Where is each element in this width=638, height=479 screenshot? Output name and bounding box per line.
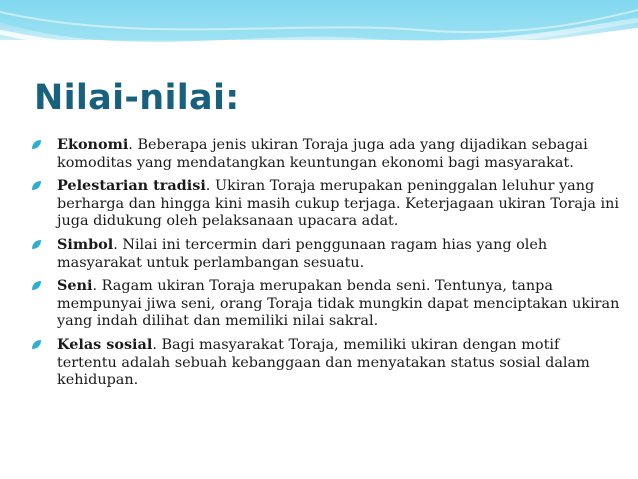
item-text: . Bagi masyarakat Toraja, memiliki ukiran dengan motif tertentu adalah sebuah kebanggaan dan menyatakan status sosial dalam kehidupan.	[57, 336, 590, 389]
wing-bullet-icon	[31, 139, 42, 150]
item-text: . Nilai ini tercermin dari penggunaan ragam hias yang oleh masyarakat untuk perlambangan sesuatu.	[57, 236, 548, 271]
wing-bullet-icon	[31, 339, 42, 350]
list-item	[30, 177, 620, 231]
list-item	[30, 236, 620, 272]
wing-bullet-icon	[31, 180, 42, 191]
item-term: Seni	[57, 277, 93, 295]
wing-bullet-icon	[31, 280, 42, 291]
item-term: Simbol	[57, 235, 114, 253]
list-item	[30, 136, 620, 172]
item-text: . Ukiran Toraja merupakan peninggalan leluhur yang berharga dan hingga kini masih cukup terjaga. Keterjagaan ukiran Toraja ini juga didukung oleh pelaksanaan upacara adat.	[57, 178, 620, 230]
item-text: . Beberapa jenis ukiran Toraja juga ada yang dijadikan sebagai komoditas yang mendatangkan keuntungan ekonomi bagi masyarakat.	[57, 137, 588, 171]
top-wave-banner	[0, 0, 638, 70]
list-item	[30, 336, 620, 390]
list-item	[30, 277, 620, 331]
bullet-list	[30, 136, 620, 395]
item-text: . Ragam ukiran Toraja merupakan benda seni. Tentunya, tanpa mempunyai jiwa seni, orang Toraja tidak mungkin dapat menciptakan ukiran yang indah dilihat dan memiliki nilai sakral.	[57, 278, 620, 330]
slide-title: Nilai-nilai:	[34, 78, 240, 118]
wing-bullet-icon	[31, 239, 42, 250]
item-term: Pelestarian tradisi	[57, 177, 206, 195]
item-term: Kelas sosial	[57, 335, 153, 353]
item-term: Ekonomi	[57, 136, 129, 153]
